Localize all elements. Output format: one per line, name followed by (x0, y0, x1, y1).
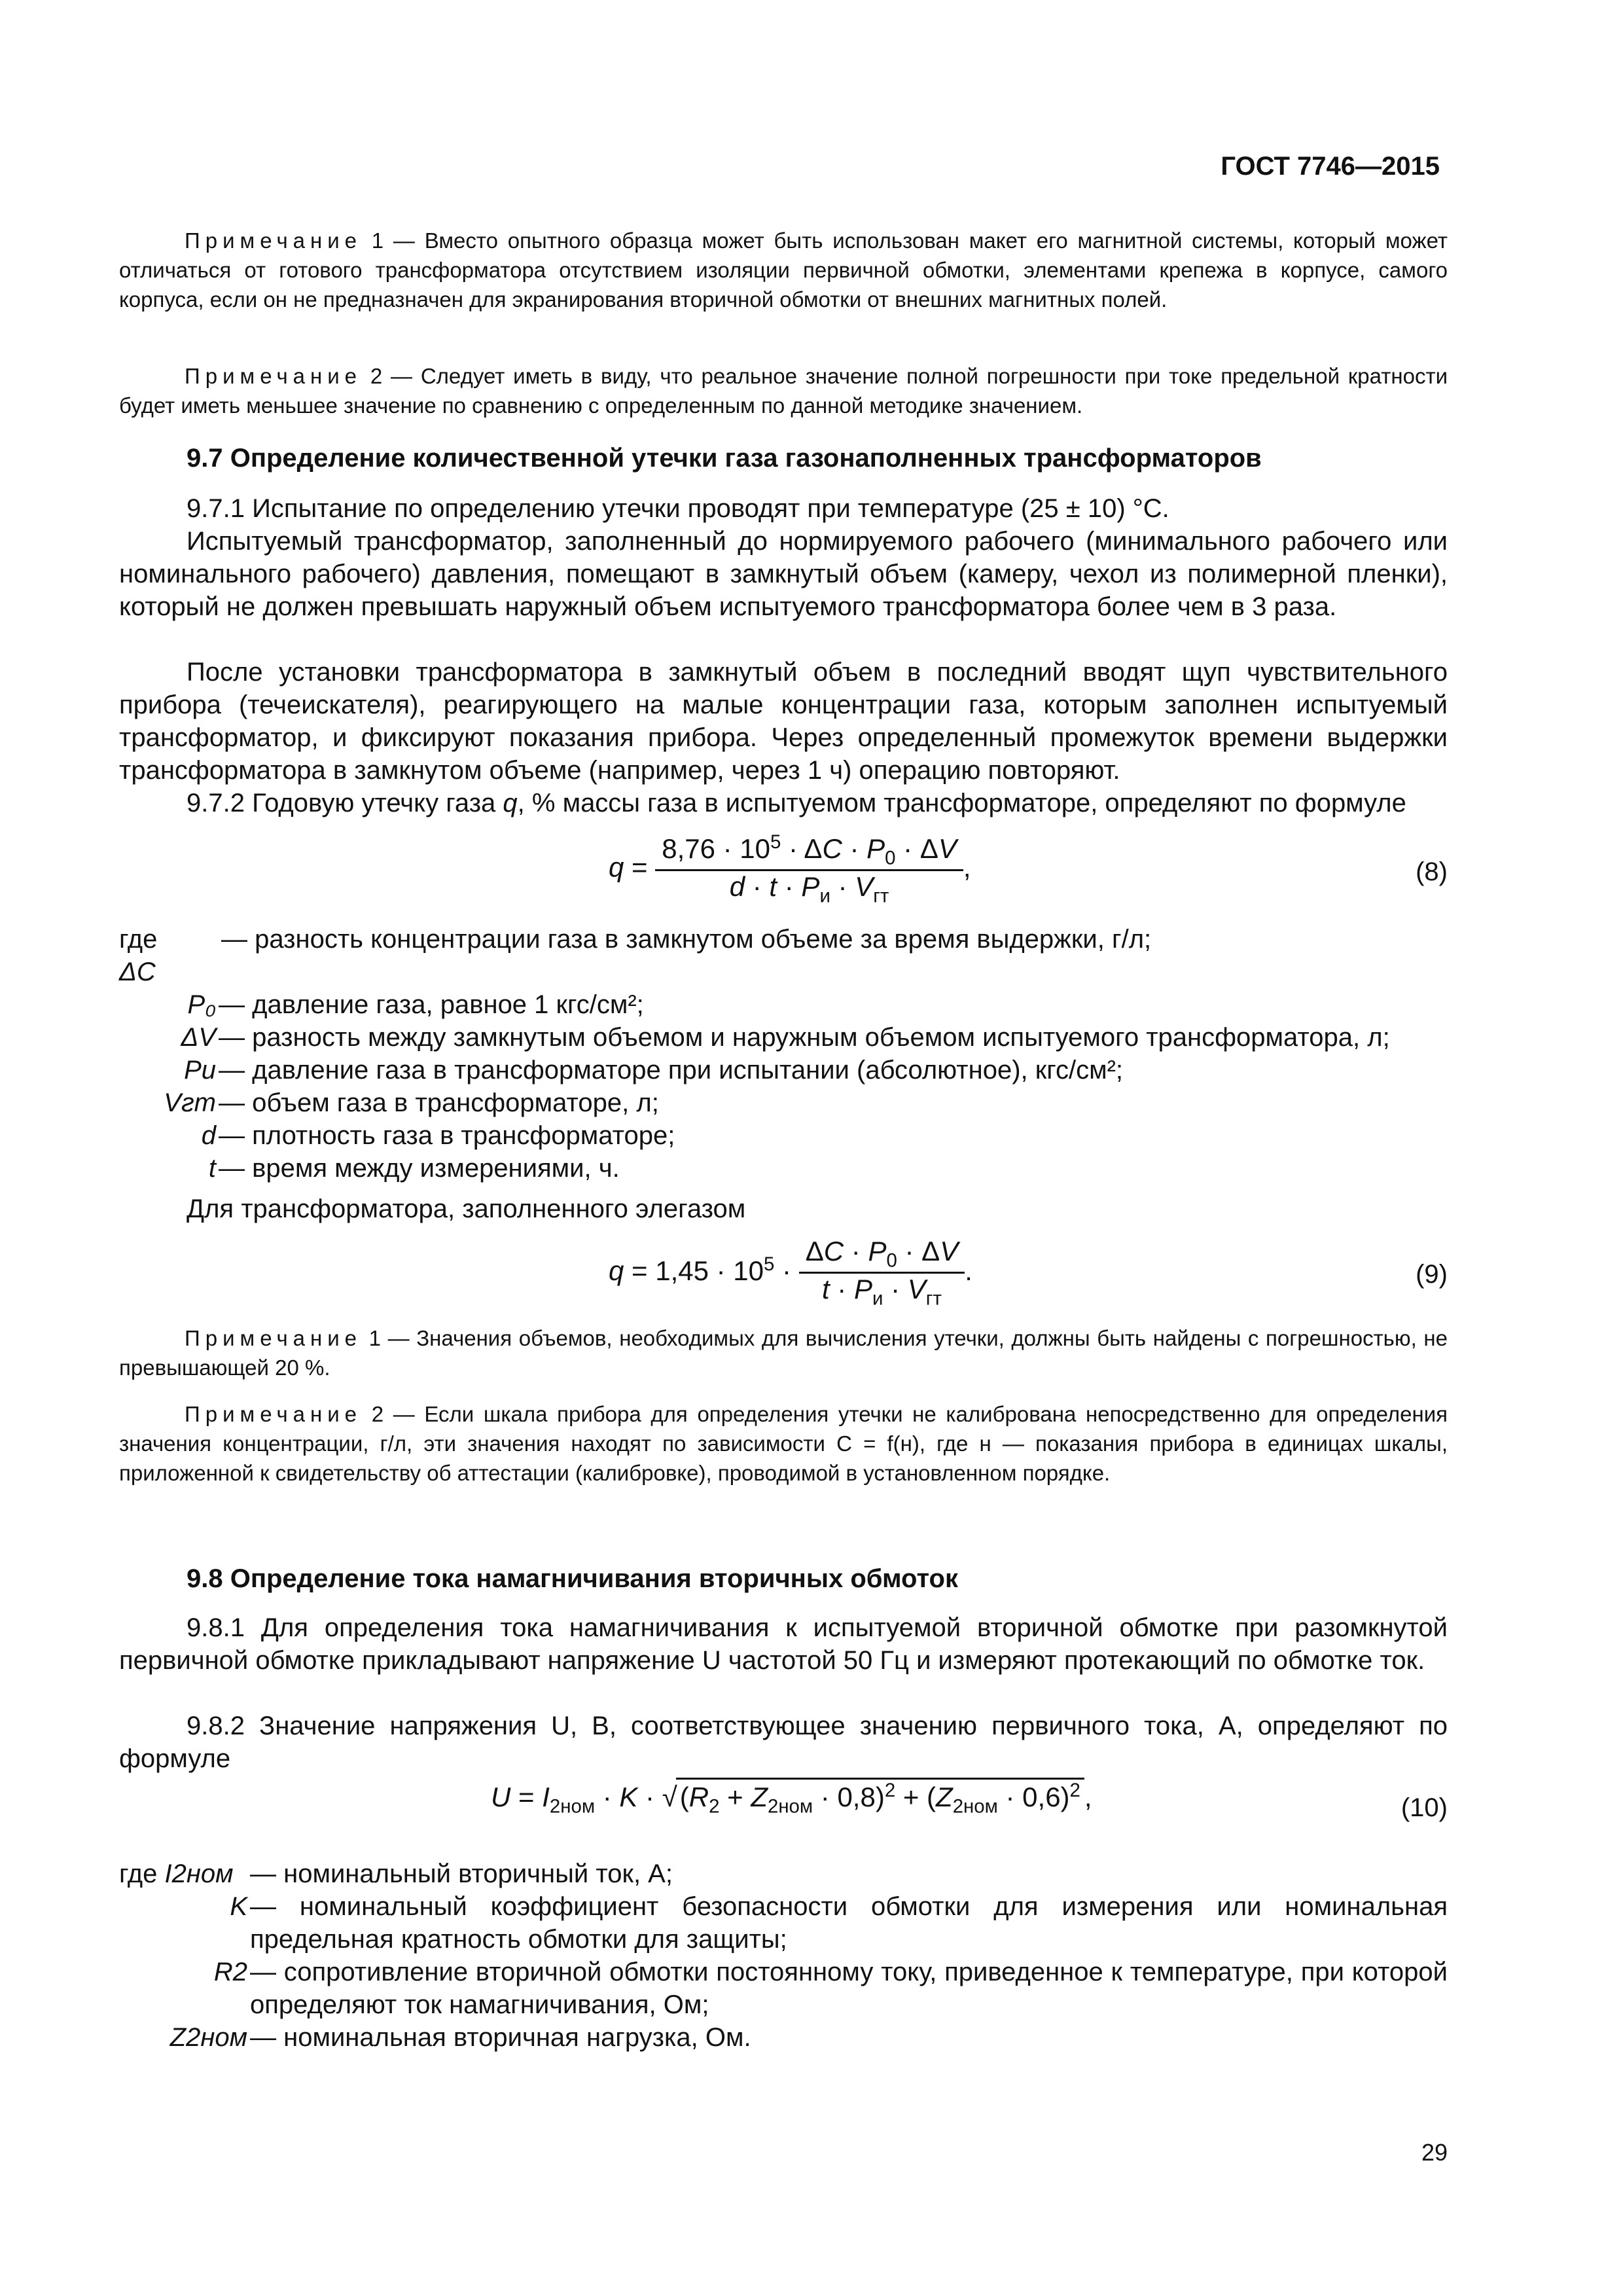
section-heading-9-8: 9.8 Определение тока намагничивания вторичных обмоток (187, 1564, 958, 1593)
definition-row: d — плотность газа в трансформаторе; (201, 1121, 675, 1150)
definition-row: ΔV — разность между замкнутым объемом и наружным объемом испытуемого трансформатора, л; (181, 1023, 1390, 1052)
note-label: Примечание (185, 1326, 363, 1350)
paragraph-9-7-1b: Испытуемый трансформатор, заполненный до нормируемого рабочего (минимального рабочего или номинального рабочего) давления, помещают в замкнутый объем (камеру, чехол из полимерной пленки), который не должен превышать наружный объем испытуемого трансформатора более чем в 3 раза. (119, 527, 1448, 621)
formula-9: $q = 1,45 \cdot 10^5$ · $\frac{\Delta C \cdot P_0 \cdot \Delta V}{t \cdot P_и \cdot V_{гт}}$ . (609, 1236, 972, 1310)
document-header: ГОСТ 7746—2015 (1221, 152, 1440, 181)
paragraph-sf6: Для трансформатора, заполненного элегазом (187, 1194, 746, 1223)
definition-row: Z2ном — номинальная вторичная нагрузка, Ом. (169, 2023, 751, 2052)
paragraph-9-7-2: 9.7.2 Годовую утечку газа q, % массы газа в испытуемом трансформаторе, определяют по формуле (187, 789, 1406, 817)
equation-number-10: (10) (1400, 1793, 1448, 1822)
definition-row: где ΔC — разность концентрации газа в замкнутом объеме за время выдержки, г/л; (119, 925, 1152, 986)
definition-row: K — номинальный коэффициент безопасности обмотки для измерения или номинальная предельная кратность обмотки для защиты; (230, 1892, 1448, 1954)
note-2-sec-9-7: Примечание 2 — Если шкала прибора для определения утечки не калибрована непосредственно для определения значения концентрации, г/л, эти значения находят по зависимости С = f(н), где н — показания прибора в единицах шкалы, приложенной к свидетельству об аттестации (калибровке), проводимой в установленном порядке. (119, 1402, 1448, 1485)
definition-row: Vгт — объем газа в трансформаторе, л; (164, 1088, 659, 1117)
definitions-formula-10 (119, 1857, 1448, 2054)
definition-row: где I2ном — номинальный вторичный ток, А; (119, 1859, 673, 1888)
note-label: Примечание (185, 228, 363, 253)
page-number: 29 (1421, 2139, 1448, 2166)
paragraph-9-7-1c: После установки трансформатора в замкнутый объем в последний вводят щуп чувствительного прибора (течеискателя), реагирующего на малые концентрации газа, которым заполнен испытуемый трансформатор, и фиксируют показания прибора. Через определенный промежуток времени выдержки трансформатора в замкнутом объеме (например, через 1 ч) операцию повторяют. (119, 658, 1448, 785)
paragraph-9-7-1: 9.7.1 Испытание по определению утечки проводят при температуре (25 ± 10) °С. (187, 494, 1169, 523)
note-label: Примечание (185, 1402, 363, 1426)
definition-row: R2 — сопротивление вторичной обмотки постоянному току, приведенное к температуре, при которой определяют ток намагничивания, Ом; (213, 1958, 1448, 2019)
section-heading-9-7: 9.7 Определение количественной утечки газа газонаполненных трансформаторов (187, 444, 1262, 473)
formula-10: $U = I_{2ном} \cdot K \cdot √(R_2 + Z_{2ном} \cdot 0,8)^2 + (Z_{2ном} \cdot 0,6)^2$ , (491, 1778, 1092, 1818)
paragraph-9-8-2: 9.8.2 Значение напряжения U, В, соответствующее значению первичного тока, А, определяют по формуле (119, 1712, 1448, 1773)
paragraph-9-8-1: 9.8.1 Для определения тока намагничивания к испытуемой вторичной обмотке при разомкнутой первичной обмотке прикладывают напряжение U частотой 50 Гц и измеряют протекающий по обмотке ток. (119, 1613, 1448, 1675)
definition-row: t — время между измерениями, ч. (208, 1154, 620, 1183)
note-2-top: Примечание 2 — Следует иметь в виду, что реальное значение полной погрешности при токе предельной кратности будет иметь меньшее значение по сравнению с определенным по данной методике значением. (119, 364, 1448, 418)
formula-8: q = $\frac{8,76 \cdot 10^5 \cdot \Delta C \cdot P_0 \cdot \Delta V}{d \cdot t \cdot P_и \cdot V_{гт}}$ , (609, 831, 971, 907)
definitions-formula-8 (119, 923, 1448, 1185)
equation-number-9: (9) (1416, 1260, 1448, 1289)
note-1-top: Примечание 1 — Вместо опытного образца может быть использован макет его магнитной системы, который может отличаться от готового трансформатора отсутствием изоляции первичной обмотки, элементами крепежа в корпусе, самого корпуса, если он не предназначен для экранирования вторичной обмотки от внешних магнитных полей. (119, 228, 1448, 312)
definition-row: P₀ — давление газа, равное 1 кгс/см²; (187, 990, 644, 1019)
note-1-sec-9-7: Примечание 1 — Значения объемов, необходимых для вычисления утечки, должны быть найдены с погрешностью, не превышающей 20 %. (119, 1326, 1448, 1380)
equation-number-8: (8) (1416, 857, 1448, 886)
definition-row: Pи — давление газа в трансформаторе при испытании (абсолютное), кгс/см²; (184, 1056, 1124, 1085)
note-label: Примечание (185, 364, 363, 388)
